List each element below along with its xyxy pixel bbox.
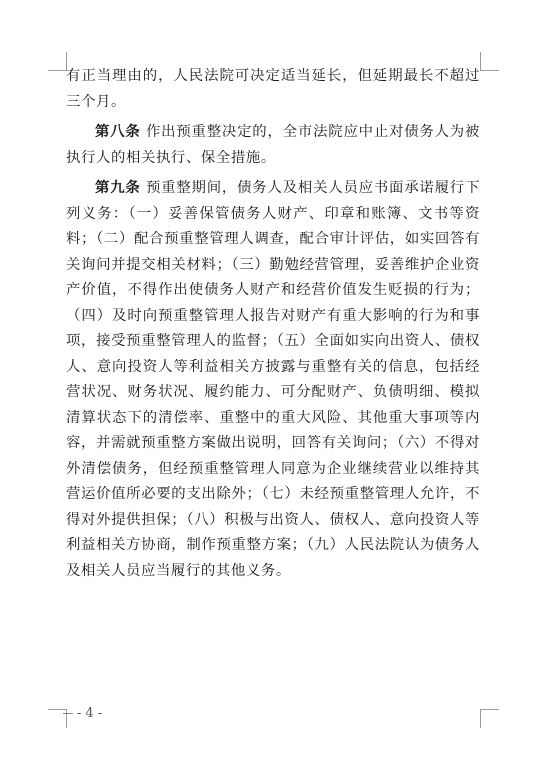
corner-mark-top-left <box>48 52 67 71</box>
paragraph-text: 预重整期间，债务人及相关人员应书面承诺履行下列义务：（一）妥善保管债务人财产、印章和账簿、文书等资料；（二）配合预重整管理人调查，配合审计评估，如实回答有关询问并提交相关材料；（三）勤勉经营管理，妥善维护企业资产价值，不得作出使债务人财产和经营价值发生贬损的行为；（四）及时向预重整管理人报告对财产有重大影响的行为和事项，接受预重整管理人的监督；（五）全面如实向出资人、债权人、意向投资人等利益相关方披露与重整有关的信息，包括经营状况、财务状况、履约能力、可分配财产、负债明细、模拟清算状态下的清偿率、重整中的重大风险、其他重大事项等内容，并需就预重整方案做出说明，回答有关询问；（六）不得对外清偿债务，但经预重整管理人同意为企业继续营业以维持其营运价值所必要的支出除外；（七）未经预重整管理人允许，不得对外提供担保；（八）积极与出资人、债权人、意向投资人等利益相关方协商，制作预重整方案；（九）人民法院认为债务人及相关人员应当履行的其他义务。 <box>66 180 480 579</box>
document-body <box>66 64 480 588</box>
article-heading: 第八条 <box>95 123 141 140</box>
page-number-wrap <box>63 706 102 721</box>
corner-mark-top-right <box>480 52 499 71</box>
paragraph-text: 有正当理由的，人民法院可决定适当延长，但延期最长不超过三个月。 <box>66 68 480 110</box>
paragraph-article-9 <box>66 175 480 584</box>
page-number: - 4 - <box>76 706 103 721</box>
paragraph-continuation <box>66 64 480 115</box>
paragraph-article-8 <box>66 119 480 171</box>
page-number-rule <box>63 713 73 714</box>
page-footer <box>0 706 549 721</box>
article-heading: 第九条 <box>95 179 141 196</box>
paragraph-text: 作出预重整决定的，全市法院应中止对债务人为被执行人的相关执行、保全措施。 <box>66 124 480 166</box>
